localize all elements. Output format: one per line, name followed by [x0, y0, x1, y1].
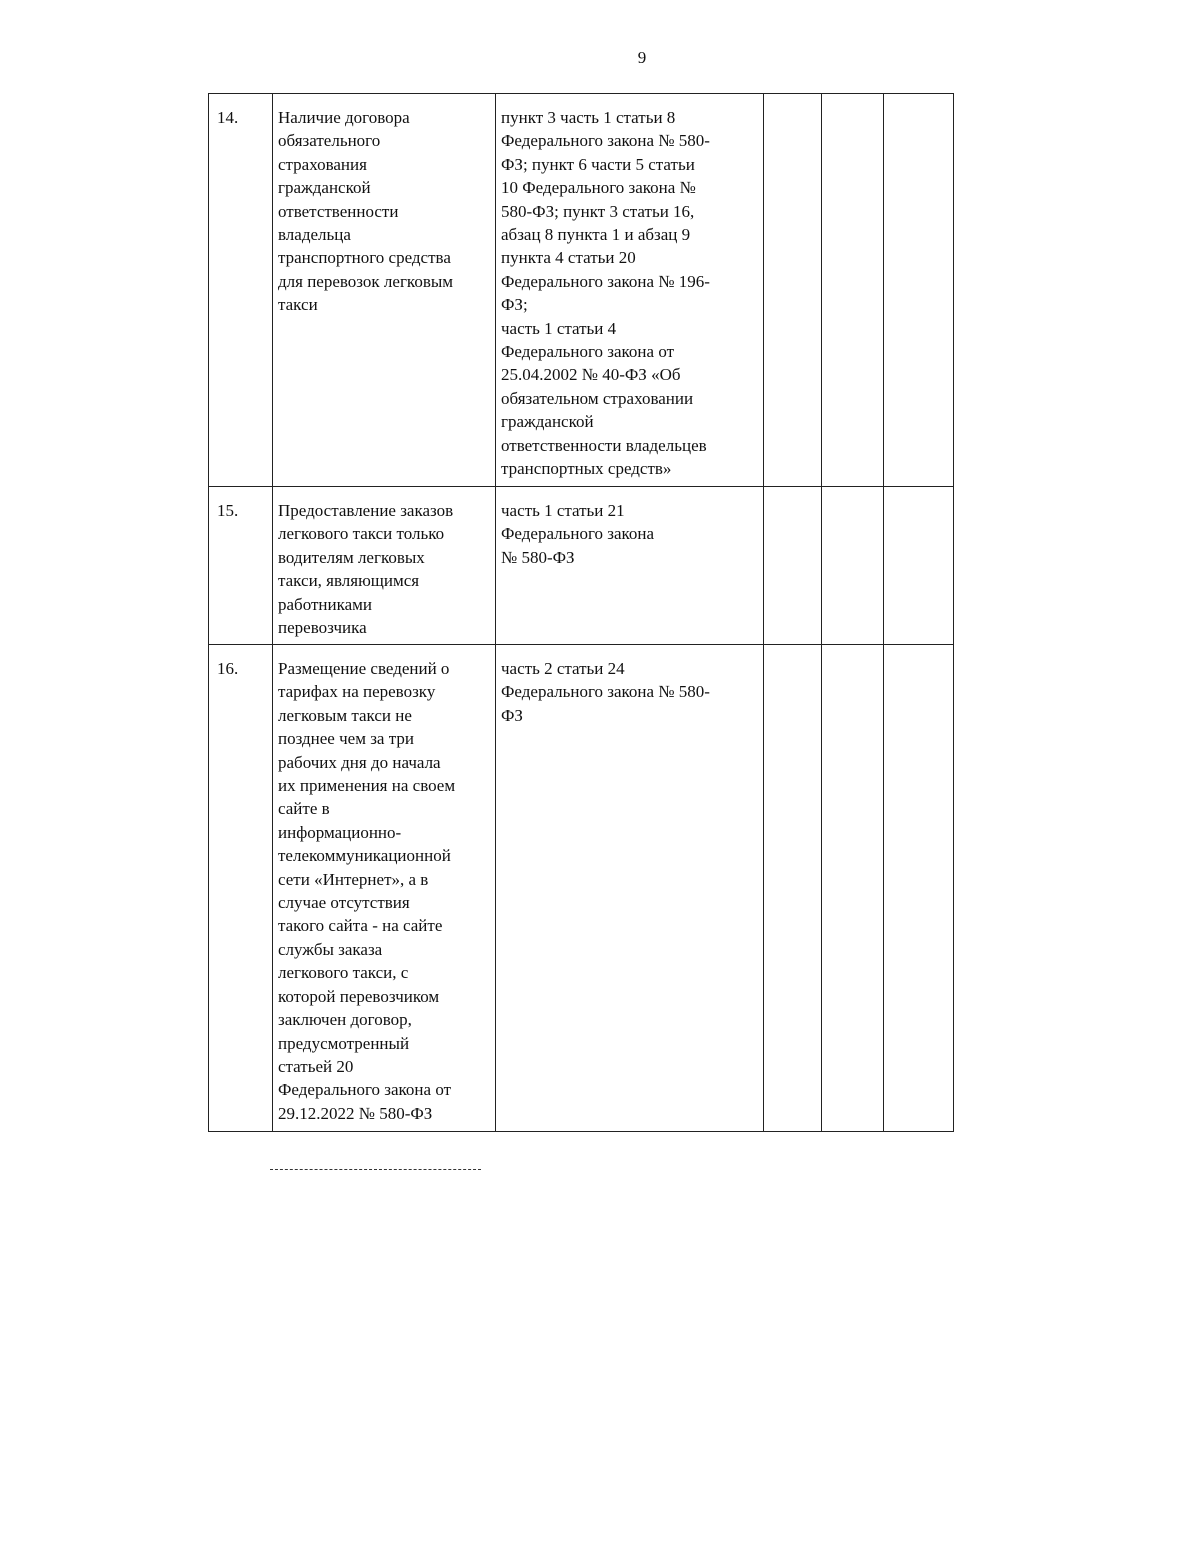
answer-yes-cell[interactable] — [764, 94, 822, 487]
requirement-cell — [273, 645, 496, 1132]
requirement-text: Наличие договора обязательного страхования гражданской ответственности владельца транспортного средства для перевозок легковым такси — [278, 108, 454, 315]
answer-no-cell[interactable] — [822, 645, 884, 1132]
legal-reference-text: часть 1 статьи 21 Федерального закона № 580-ФЗ — [501, 501, 655, 567]
legal-reference-cell — [496, 94, 764, 487]
end-of-document-separator — [270, 1169, 481, 1170]
answer-yes-cell[interactable] — [764, 645, 822, 1132]
answer-no-cell[interactable] — [822, 94, 884, 487]
legal-reference-cell — [496, 487, 764, 645]
table-row — [209, 94, 954, 487]
legal-reference-text: часть 2 статьи 24 Федерального закона № 580- ФЗ — [501, 659, 710, 725]
row-number: 16. — [209, 645, 273, 1132]
requirement-text: Предоставление заказов легкового такси только водителям легковых такси, являющимся работниками перевозчика — [278, 501, 454, 638]
table-row — [209, 645, 954, 1132]
answer-not-applicable-cell[interactable] — [884, 487, 954, 645]
page-number: 9 — [637, 48, 647, 67]
answer-not-applicable-cell[interactable] — [884, 645, 954, 1132]
answer-yes-cell[interactable] — [764, 487, 822, 645]
checklist-table — [208, 93, 954, 1132]
row-number: 15. — [209, 487, 273, 645]
requirement-text: Размещение сведений о тарифах на перевозку легковым такси не позднее чем за три рабочих дня до начала их применения на своем сайте в информационно- телекоммуникационной сети «Интернет», а в случае отсутствия такого сайта - на сайте службы заказа легкового такси, с которой перевозчиком заключен договор, предусмотренный статьей 20 Федерального закона от 29.12.2022 № 580-ФЗ — [278, 659, 456, 1123]
row-number: 14. — [209, 94, 273, 487]
requirement-cell — [273, 487, 496, 645]
table-row — [209, 487, 954, 645]
requirement-cell — [273, 94, 496, 487]
answer-not-applicable-cell[interactable] — [884, 94, 954, 487]
answer-no-cell[interactable] — [822, 487, 884, 645]
legal-reference-text: пункт 3 часть 1 статьи 8 Федерального закона № 580- ФЗ; пункт 6 части 5 статьи 10 Федерального закона № 580-ФЗ; пункт 3 статьи 16, абзац 8 пункта 1 и абзац 9 пункта 4 статьи 20 Федерального закона № 196- ФЗ; часть 1 статьи 4 Федерального закона от 25.04.2002 № 40-ФЗ «Об обязательном страховании гражданской ответственности владельцев транспортных средств» — [501, 108, 710, 479]
legal-reference-cell — [496, 645, 764, 1132]
